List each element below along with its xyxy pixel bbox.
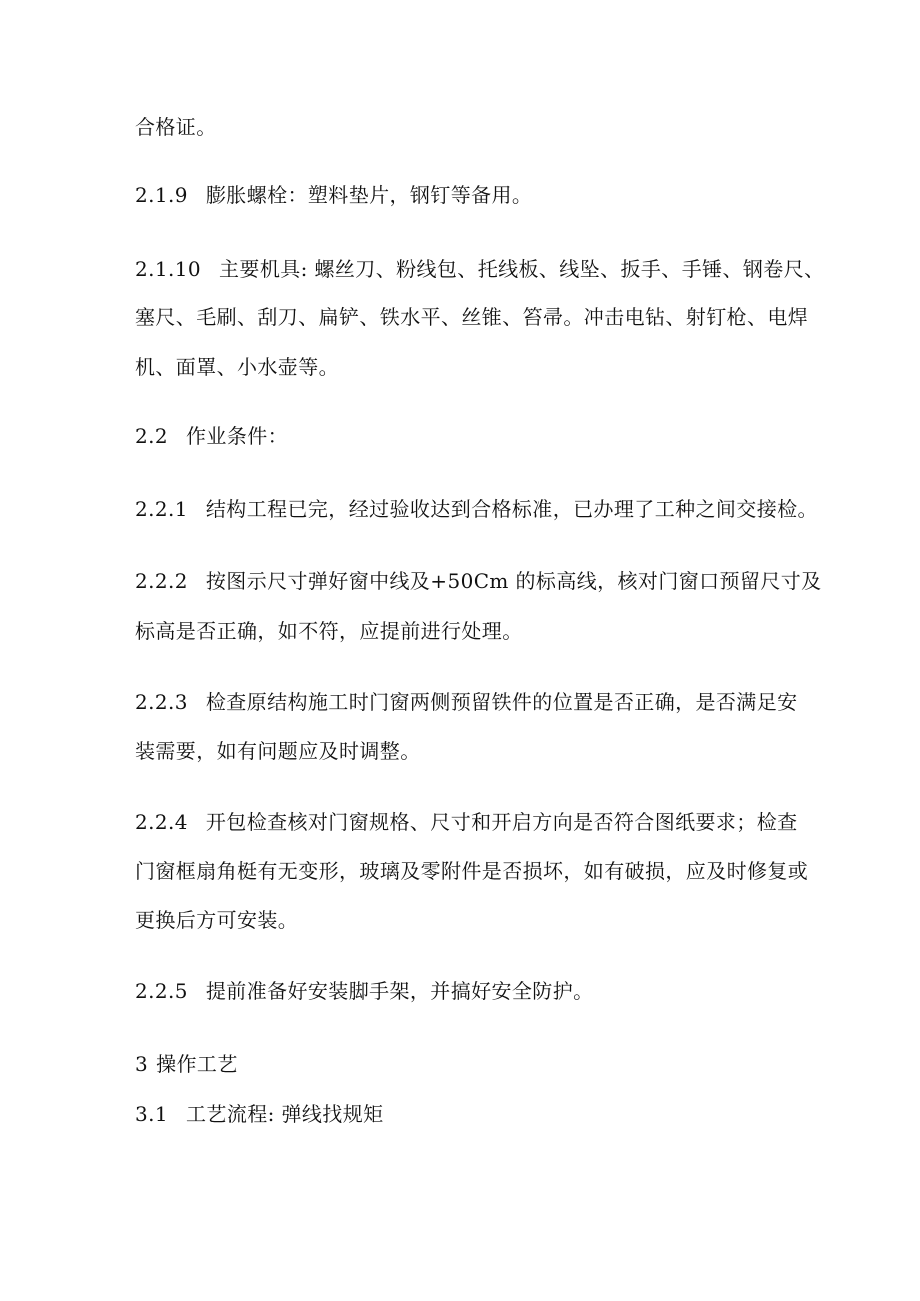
line-text: 检查原结构施工时门窗两侧预留铁件的位置是否正确，是否满足安 <box>205 690 798 714</box>
section-number: 2.1.10 <box>135 257 202 281</box>
line-text: 主要机具: 螺丝刀、粉线包、托线板、线坠、扳手、手锤、钢卷尺、 <box>219 257 825 281</box>
heading-text: 操作工艺 <box>156 1052 238 1076</box>
line-text: 提前准备好安装脚手架，并搞好安全防护。 <box>205 979 594 1003</box>
line-text: 开包检查核对门窗规格、尺寸和开启方向是否符合图纸要求；检查 <box>205 810 798 834</box>
text-line <box>135 907 298 933</box>
section-number: 2.2.4 <box>135 810 188 834</box>
text-line <box>135 423 288 449</box>
line-text: 作业条件： <box>186 424 289 448</box>
text-line <box>135 858 808 884</box>
text-line <box>135 182 532 208</box>
section-number: 3.1 <box>135 1102 169 1126</box>
section-number: 2.2.1 <box>135 497 188 521</box>
heading-line <box>135 1051 238 1077</box>
text-line <box>135 738 421 764</box>
line-text: 标高是否正确，如不符，应提前进行处理。 <box>135 619 523 643</box>
section-number: 3 <box>135 1052 149 1076</box>
text-line <box>135 496 818 522</box>
line-text: 结构工程已完，经过验收达到合格标准，已办理了工种之间交接检。 <box>205 497 818 521</box>
line-text: 工艺流程: 弹线找规矩 <box>186 1102 384 1126</box>
section-number: 2.2.5 <box>135 979 188 1003</box>
section-number: 2.2 <box>135 424 169 448</box>
section-number: 2.2.3 <box>135 690 188 714</box>
text-line <box>135 568 822 594</box>
text-line <box>135 1101 384 1127</box>
section-number: 2.1.9 <box>135 183 188 207</box>
text-line <box>135 978 594 1004</box>
text-line <box>135 618 523 644</box>
line-text: 合格证。 <box>135 115 217 139</box>
text-line <box>135 354 339 380</box>
line-text: 更换后方可安装。 <box>135 908 299 932</box>
text-line <box>135 304 808 330</box>
text-line <box>135 689 798 715</box>
text-line <box>135 256 825 282</box>
line-text: 膨胀螺栓：塑料垫片，钢钉等备用。 <box>205 183 533 207</box>
line-text: 机、面罩、小水壶等。 <box>135 355 339 379</box>
line-text: 塞尺、毛刷、刮刀、扁铲、铁水平、丝锥、笞帚。冲击电钻、射钉枪、电焊 <box>135 305 809 329</box>
line-text: 按图示尺寸弹好窗中线及+50Cm 的标高线，核对门窗口预留尺寸及 <box>205 569 822 593</box>
text-line <box>135 114 217 140</box>
line-text: 门窗框扇角梃有无变形，玻璃及零附件是否损坏，如有破损，应及时修复或 <box>135 859 809 883</box>
section-number: 2.2.2 <box>135 569 188 593</box>
line-text: 装需要，如有问题应及时调整。 <box>135 739 421 763</box>
text-line <box>135 809 798 835</box>
